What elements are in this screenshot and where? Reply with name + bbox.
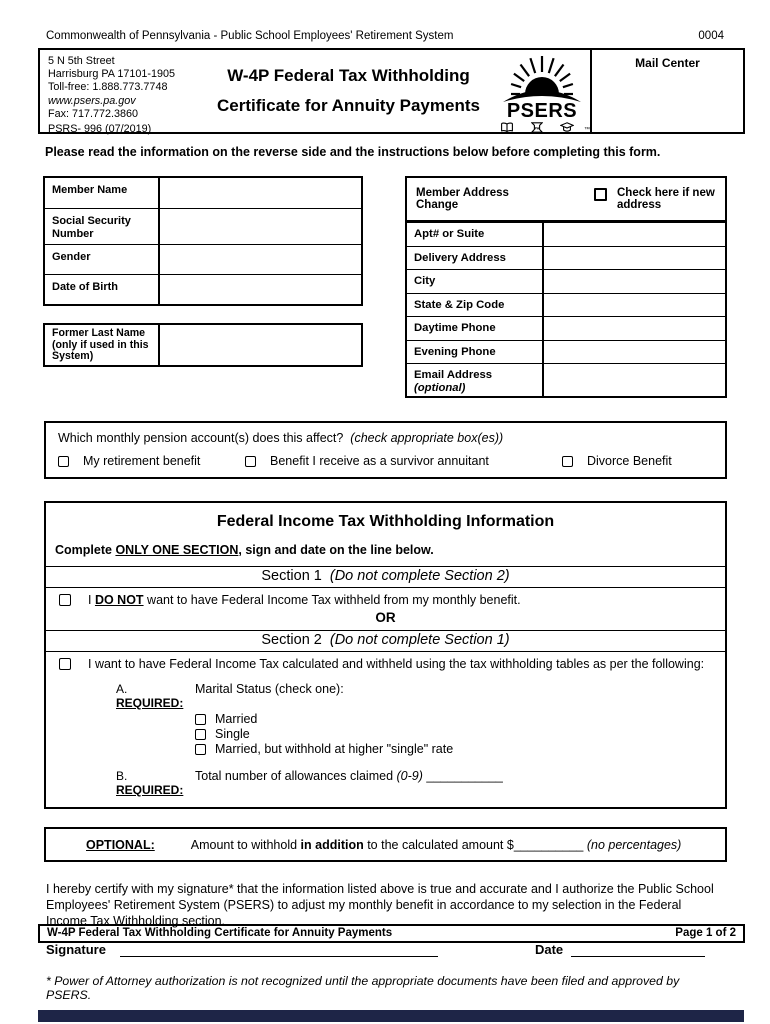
- retirement-benefit-label: My retirement benefit: [83, 454, 201, 468]
- ssn-field[interactable]: [160, 209, 361, 244]
- apt-suite-label: Apt# or Suite: [407, 223, 544, 246]
- pension-question: Which monthly pension account(s) does this affect? (check appropriate box(es)): [58, 431, 504, 445]
- or-label: OR: [375, 610, 396, 625]
- org-line: Commonwealth of Pennsylvania - Public School Employees' Retirement System: [46, 30, 454, 42]
- federal-tax-section: [44, 501, 727, 809]
- section1-no-withholding-checkbox[interactable]: [59, 594, 71, 606]
- table-row: [45, 274, 361, 304]
- member-name-label: Member Name: [45, 178, 160, 208]
- address-block: [40, 50, 203, 136]
- form-title: [203, 50, 494, 132]
- daytime-phone-label: Daytime Phone: [407, 317, 544, 340]
- table-row: [407, 363, 725, 396]
- additional-amount-blank[interactable]: __________: [513, 837, 584, 852]
- item-b-row: [116, 769, 725, 797]
- signature-line[interactable]: [120, 942, 438, 957]
- intro-instruction: Please read the information on the reverse side and the instructions below before completing this form.: [45, 145, 661, 159]
- complete-instruction: Complete ONLY ONE SECTION, sign and date on the line below.: [55, 543, 434, 557]
- table-row: [407, 246, 725, 270]
- member-name-field[interactable]: [160, 178, 361, 208]
- single-checkbox[interactable]: [195, 729, 206, 740]
- footer-bar: [38, 924, 745, 943]
- mail-center-label: Mail Center: [635, 56, 700, 70]
- table-row: [45, 208, 361, 244]
- city-label: City: [407, 270, 544, 293]
- logo-icons: [494, 122, 590, 133]
- address-change-column: [405, 176, 727, 398]
- form-code: 0004: [698, 30, 724, 42]
- former-name-table: [43, 323, 363, 367]
- section2-row: [46, 652, 725, 671]
- table-row: [407, 293, 725, 317]
- table-row: [407, 222, 725, 246]
- table-row: [407, 340, 725, 364]
- signature-label: Signature: [46, 942, 106, 957]
- dob-field[interactable]: [160, 275, 361, 304]
- pension-option: [58, 454, 245, 468]
- footer-title: W-4P Federal Tax Withholding Certificate for Annuity Payments: [47, 927, 393, 939]
- delivery-address-field[interactable]: [544, 247, 725, 270]
- email-label: Email Address (optional): [407, 364, 544, 396]
- pension-options: [58, 454, 715, 468]
- poa-note: * Power of Attorney authorization is not recognized until the appropriate documents have been filed and approved by PSERS.: [46, 974, 680, 1002]
- section1-statement: I DO NOT want to have Federal Income Tax withheld from my monthly benefit.: [88, 593, 521, 607]
- sun-icon: [499, 52, 585, 102]
- allowances-label: Total number of allowances claimed (0-9) ___________: [195, 769, 503, 783]
- book-icon: [500, 122, 514, 133]
- optional-label: OPTIONAL:: [86, 837, 155, 852]
- footer-page-number: Page 1 of 2: [675, 927, 736, 939]
- state-zip-field[interactable]: [544, 294, 725, 317]
- city-field[interactable]: [544, 270, 725, 293]
- address-line: 5 N 5th Street: [48, 55, 115, 67]
- daytime-phone-field[interactable]: [544, 317, 725, 340]
- top-line: [0, 0, 770, 45]
- address-line: Harrisburg PA 17101-1905: [48, 68, 176, 81]
- address-change-table: [405, 176, 727, 398]
- section1-header: Section 1 (Do not complete Section 2): [46, 566, 725, 588]
- gender-label: Gender: [45, 245, 160, 274]
- section2-header: Section 2 (Do not complete Section 1): [46, 630, 725, 652]
- optional-amount-box: [44, 827, 727, 862]
- address-change-header: [407, 178, 725, 222]
- state-zip-label: State & Zip Code: [407, 294, 544, 317]
- retirement-benefit-checkbox[interactable]: [58, 456, 69, 467]
- website-line: www.psers.pa.gov: [48, 94, 136, 107]
- single-label: Single: [215, 727, 250, 741]
- marital-options: [195, 712, 725, 756]
- page-bottom-bar: [38, 1010, 744, 1022]
- date-label: Date: [534, 942, 564, 957]
- pension-option: [245, 454, 562, 468]
- item-b-key: B. REQUIRED:: [116, 769, 184, 797]
- date-line[interactable]: [571, 942, 705, 957]
- marital-option: [195, 712, 725, 726]
- email-field[interactable]: [544, 364, 725, 396]
- gender-field[interactable]: [160, 245, 361, 274]
- item-a-row: [116, 682, 725, 710]
- grad-cap-icon: [560, 122, 574, 133]
- survivor-benefit-checkbox[interactable]: [245, 456, 256, 467]
- address-change-label: Member Address Change: [416, 187, 509, 211]
- psers-logo: [494, 50, 590, 132]
- survivor-benefit-label: Benefit I receive as a survivor annuitant: [270, 454, 489, 468]
- form-number-line: PSRS- 996 (07/2019): [48, 123, 152, 136]
- former-name-field[interactable]: [160, 325, 361, 365]
- new-address-group: [594, 187, 725, 211]
- fax-line: Fax: 717.772.3860: [48, 107, 139, 120]
- form-title-line2: Certificate for Annuity Payments: [217, 96, 480, 115]
- marital-option: [195, 742, 725, 756]
- evening-phone-field[interactable]: [544, 341, 725, 364]
- member-info-table: [43, 176, 363, 306]
- table-row: [407, 316, 725, 340]
- section2-statement: I want to have Federal Income Tax calculated and withheld using the tax withholding tables as per the following:: [88, 657, 705, 671]
- marital-status-label: Marital Status (check one):: [195, 682, 344, 696]
- married-higher-rate-label: Married, but withhold at higher "single" rate: [215, 742, 454, 756]
- signature-row: [46, 942, 770, 957]
- ssn-label: Social Security Number: [45, 209, 160, 244]
- divorce-benefit-checkbox[interactable]: [562, 456, 573, 467]
- evening-phone-label: Evening Phone: [407, 341, 544, 364]
- table-row: [45, 178, 361, 208]
- new-address-note: Check here if new address: [617, 187, 715, 211]
- pension-option: [562, 454, 672, 468]
- married-label: Married: [215, 712, 258, 726]
- mail-center-cell: [590, 50, 743, 132]
- divorce-benefit-label: Divorce Benefit: [587, 454, 672, 468]
- info-columns: [43, 176, 770, 398]
- marital-option: [195, 727, 725, 741]
- section1-row: [46, 588, 725, 607]
- married-checkbox[interactable]: [195, 714, 206, 725]
- form-title-line1: W-4P Federal Tax Withholding: [227, 66, 470, 85]
- apt-suite-field[interactable]: [544, 223, 725, 246]
- optional-text: Amount to withhold in addition to the calculated amount $__________ (no percentages): [190, 837, 682, 852]
- pension-account-box: [44, 421, 727, 479]
- form-header: [38, 48, 745, 134]
- certification-text: I hereby certify with my signature* that the information listed above is true and accurate and I authorize the Public School Employees' Retirement System (PSERS) to adjust my monthly benefit in accordance to my selection in the Federal Income Tax Withholding section.: [46, 882, 714, 928]
- allowances-blank[interactable]: ___________: [426, 769, 503, 783]
- psers-logo-text: PSERS: [506, 100, 578, 122]
- table-row: [407, 269, 725, 293]
- fit-section-title: Federal Income Tax Withholding Information: [216, 513, 555, 530]
- table-row: [45, 325, 361, 365]
- member-info-column: [43, 176, 363, 398]
- section2-calculate-checkbox[interactable]: [59, 658, 71, 670]
- address-line: Toll-free: 1.888.773.7748: [48, 81, 168, 94]
- tm-mark: ™: [583, 127, 590, 133]
- item-a-key: A. REQUIRED:: [116, 682, 184, 710]
- keystone-icon: [531, 122, 543, 133]
- new-address-checkbox[interactable]: [594, 188, 607, 201]
- svg-text:PA: PA: [534, 126, 540, 131]
- dob-label: Date of Birth: [45, 275, 160, 304]
- former-name-label: Former Last Name (only if used in this System): [45, 325, 160, 365]
- table-row: [45, 244, 361, 274]
- married-higher-rate-checkbox[interactable]: [195, 744, 206, 755]
- section2-items: [116, 682, 725, 797]
- delivery-address-label: Delivery Address: [407, 247, 544, 270]
